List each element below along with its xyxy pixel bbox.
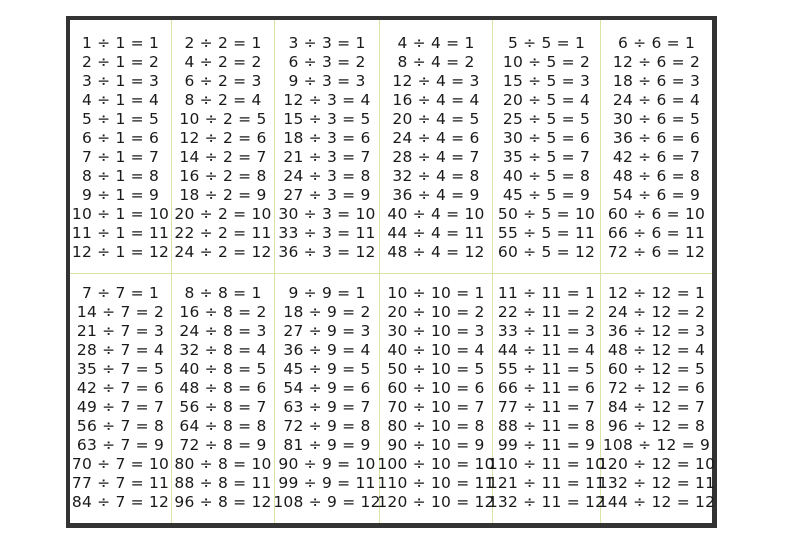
division-fact: 4 ÷ 1 = 4: [81, 91, 160, 109]
division-fact: 99 ÷ 9 = 11: [278, 474, 376, 492]
table-row-bottom: [70, 274, 716, 523]
division-fact: 110 ÷ 10 = 11: [377, 474, 495, 492]
division-fact: 16 ÷ 4 = 4: [392, 91, 480, 109]
division-fact: 5 ÷ 5 = 1: [507, 34, 586, 52]
division-fact: 18 ÷ 2 = 9: [179, 186, 267, 204]
division-fact: 63 ÷ 9 = 7: [283, 398, 371, 416]
division-fact: 12 ÷ 3 = 4: [283, 91, 371, 109]
division-fact: 18 ÷ 9 = 2: [283, 303, 371, 321]
division-fact: 100 ÷ 10 = 10: [377, 455, 495, 473]
division-fact: 25 ÷ 5 = 5: [502, 110, 591, 128]
division-fact: 40 ÷ 5 = 8: [502, 167, 591, 185]
division-fact: 11 ÷ 11 = 1: [497, 284, 596, 302]
division-fact: 77 ÷ 11 = 7: [497, 398, 596, 416]
division-fact: 45 ÷ 9 = 5: [283, 360, 371, 378]
table-row-top: [70, 20, 712, 274]
division-fact: 24 ÷ 3 = 8: [283, 167, 371, 185]
division-fact: 9 ÷ 3 = 3: [288, 72, 366, 90]
division-table-board: [66, 16, 717, 528]
division-table-8: [172, 274, 275, 523]
division-fact: 6 ÷ 1 = 6: [81, 129, 160, 147]
division-fact: 80 ÷ 8 = 10: [174, 455, 272, 473]
division-fact: 32 ÷ 8 = 4: [179, 341, 267, 359]
division-fact: 8 ÷ 4 = 2: [397, 53, 475, 71]
division-fact: 72 ÷ 9 = 8: [283, 417, 371, 435]
division-fact: 121 ÷ 11 = 11: [487, 474, 606, 492]
division-fact: 44 ÷ 11 = 4: [497, 341, 596, 359]
division-fact: 90 ÷ 9 = 10: [278, 455, 376, 473]
division-fact: 56 ÷ 7 = 8: [76, 417, 165, 435]
division-fact: 10 ÷ 10 = 1: [387, 284, 485, 302]
division-fact: 24 ÷ 2 = 12: [174, 243, 272, 261]
division-fact: 96 ÷ 12 = 8: [607, 417, 706, 435]
division-fact: 3 ÷ 3 = 1: [288, 34, 366, 52]
division-fact: 5 ÷ 1 = 5: [81, 110, 160, 128]
division-fact: 10 ÷ 5 = 2: [502, 53, 591, 71]
division-fact: 56 ÷ 8 = 7: [179, 398, 267, 416]
division-fact: 7 ÷ 1 = 7: [81, 148, 160, 166]
division-fact: 48 ÷ 8 = 6: [179, 379, 267, 397]
division-table-7: [70, 274, 172, 523]
division-fact: 50 ÷ 5 = 10: [497, 205, 596, 223]
division-fact: 16 ÷ 2 = 8: [179, 167, 267, 185]
division-fact: 42 ÷ 6 = 7: [612, 148, 701, 166]
division-fact: 36 ÷ 4 = 9: [392, 186, 480, 204]
division-fact: 8 ÷ 8 = 1: [184, 284, 262, 302]
division-fact: 40 ÷ 10 = 4: [387, 341, 485, 359]
division-fact: 30 ÷ 3 = 10: [278, 205, 376, 223]
division-fact: 2 ÷ 1 = 2: [81, 53, 160, 71]
division-fact: 40 ÷ 8 = 5: [179, 360, 267, 378]
division-fact: 27 ÷ 3 = 9: [283, 186, 371, 204]
division-fact: 120 ÷ 12 = 10: [597, 455, 716, 473]
division-fact: 12 ÷ 2 = 6: [179, 129, 267, 147]
division-fact: 84 ÷ 7 = 12: [71, 493, 170, 511]
division-fact: 54 ÷ 9 = 6: [283, 379, 371, 397]
division-fact: 16 ÷ 8 = 2: [179, 303, 267, 321]
division-fact: 7 ÷ 7 = 1: [81, 284, 160, 302]
division-fact: 24 ÷ 8 = 3: [179, 322, 267, 340]
division-fact: 20 ÷ 4 = 5: [392, 110, 480, 128]
division-fact: 12 ÷ 12 = 1: [607, 284, 706, 302]
division-fact: 48 ÷ 12 = 4: [607, 341, 706, 359]
division-fact: 144 ÷ 12 = 12: [597, 493, 716, 511]
division-fact: 132 ÷ 11 = 12: [487, 493, 606, 511]
division-fact: 8 ÷ 2 = 4: [184, 91, 262, 109]
division-fact: 84 ÷ 12 = 7: [607, 398, 706, 416]
division-fact: 30 ÷ 6 = 5: [612, 110, 701, 128]
division-fact: 4 ÷ 2 = 2: [184, 53, 262, 71]
division-fact: 10 ÷ 1 = 10: [71, 205, 170, 223]
division-fact: 12 ÷ 4 = 3: [392, 72, 480, 90]
division-fact: 21 ÷ 3 = 7: [283, 148, 371, 166]
division-fact: 12 ÷ 6 = 2: [612, 53, 701, 71]
division-fact: 70 ÷ 7 = 10: [71, 455, 170, 473]
division-fact: 9 ÷ 1 = 9: [81, 186, 160, 204]
division-fact: 120 ÷ 10 = 12: [377, 493, 495, 511]
division-fact: 72 ÷ 6 = 12: [607, 243, 706, 261]
division-fact: 60 ÷ 10 = 6: [387, 379, 485, 397]
division-fact: 44 ÷ 4 = 11: [387, 224, 485, 242]
division-fact: 4 ÷ 4 = 1: [397, 34, 475, 52]
division-fact: 70 ÷ 10 = 7: [387, 398, 485, 416]
division-fact: 18 ÷ 3 = 6: [283, 129, 371, 147]
division-fact: 35 ÷ 5 = 7: [502, 148, 591, 166]
division-fact: 66 ÷ 6 = 11: [607, 224, 706, 242]
division-table-12: [597, 274, 716, 523]
division-fact: 55 ÷ 11 = 5: [497, 360, 596, 378]
division-fact: 15 ÷ 5 = 3: [502, 72, 591, 90]
division-fact: 20 ÷ 5 = 4: [502, 91, 591, 109]
division-fact: 27 ÷ 9 = 3: [283, 322, 371, 340]
division-table-9: [275, 274, 380, 523]
division-table-3: [275, 20, 380, 273]
division-fact: 6 ÷ 6 = 1: [617, 34, 696, 52]
division-fact: 28 ÷ 7 = 4: [76, 341, 165, 359]
division-fact: 15 ÷ 3 = 5: [283, 110, 371, 128]
division-fact: 12 ÷ 1 = 12: [71, 243, 170, 261]
division-fact: 24 ÷ 6 = 4: [612, 91, 701, 109]
division-fact: 88 ÷ 11 = 8: [497, 417, 596, 435]
division-fact: 11 ÷ 1 = 11: [71, 224, 170, 242]
division-fact: 60 ÷ 6 = 10: [607, 205, 706, 223]
division-fact: 10 ÷ 2 = 5: [179, 110, 267, 128]
division-fact: 48 ÷ 6 = 8: [612, 167, 701, 185]
division-table-10: [377, 274, 495, 523]
division-fact: 6 ÷ 2 = 3: [184, 72, 262, 90]
division-fact: 20 ÷ 2 = 10: [174, 205, 272, 223]
division-fact: 80 ÷ 10 = 8: [387, 417, 485, 435]
division-fact: 33 ÷ 11 = 3: [497, 322, 596, 340]
division-fact: 36 ÷ 12 = 3: [607, 322, 706, 340]
division-fact: 24 ÷ 4 = 6: [392, 129, 480, 147]
division-fact: 110 ÷ 11 = 10: [487, 455, 606, 473]
division-fact: 18 ÷ 6 = 3: [612, 72, 701, 90]
division-fact: 36 ÷ 6 = 6: [612, 129, 701, 147]
division-fact: 72 ÷ 12 = 6: [607, 379, 706, 397]
division-fact: 22 ÷ 11 = 2: [497, 303, 596, 321]
division-fact: 40 ÷ 4 = 10: [387, 205, 485, 223]
division-fact: 33 ÷ 3 = 11: [278, 224, 376, 242]
division-fact: 64 ÷ 8 = 8: [179, 417, 267, 435]
division-fact: 6 ÷ 3 = 2: [288, 53, 366, 71]
division-fact: 108 ÷ 12 = 9: [602, 436, 711, 454]
division-fact: 42 ÷ 7 = 6: [76, 379, 165, 397]
division-table-4: [380, 20, 493, 273]
division-fact: 99 ÷ 11 = 9: [497, 436, 596, 454]
division-fact: 60 ÷ 12 = 5: [607, 360, 706, 378]
division-fact: 28 ÷ 4 = 7: [392, 148, 480, 166]
division-fact: 49 ÷ 7 = 7: [76, 398, 165, 416]
division-fact: 32 ÷ 4 = 8: [392, 167, 480, 185]
division-table-2: [172, 20, 275, 273]
division-fact: 63 ÷ 7 = 9: [76, 436, 165, 454]
division-table-6: [601, 20, 712, 273]
division-fact: 1 ÷ 1 = 1: [81, 34, 160, 52]
division-fact: 81 ÷ 9 = 9: [283, 436, 371, 454]
division-fact: 30 ÷ 5 = 6: [502, 129, 591, 147]
division-fact: 8 ÷ 1 = 8: [81, 167, 160, 185]
division-fact: 96 ÷ 8 = 12: [174, 493, 272, 511]
division-fact: 20 ÷ 10 = 2: [387, 303, 485, 321]
division-fact: 22 ÷ 2 = 11: [174, 224, 272, 242]
division-fact: 54 ÷ 6 = 9: [612, 186, 701, 204]
division-table-11: [487, 274, 606, 523]
division-fact: 48 ÷ 4 = 12: [387, 243, 485, 261]
division-fact: 88 ÷ 8 = 11: [174, 474, 272, 492]
division-fact: 60 ÷ 5 = 12: [497, 243, 596, 261]
division-fact: 50 ÷ 10 = 5: [387, 360, 485, 378]
division-fact: 90 ÷ 10 = 9: [387, 436, 485, 454]
division-fact: 14 ÷ 7 = 2: [76, 303, 165, 321]
division-fact: 45 ÷ 5 = 9: [502, 186, 591, 204]
division-fact: 30 ÷ 10 = 3: [387, 322, 485, 340]
division-fact: 3 ÷ 1 = 3: [81, 72, 160, 90]
division-fact: 72 ÷ 8 = 9: [179, 436, 267, 454]
division-fact: 36 ÷ 3 = 12: [278, 243, 376, 261]
division-fact: 66 ÷ 11 = 6: [497, 379, 596, 397]
division-table-1: [70, 20, 172, 273]
division-table-5: [493, 20, 601, 273]
division-fact: 14 ÷ 2 = 7: [179, 148, 267, 166]
division-fact: 35 ÷ 7 = 5: [76, 360, 165, 378]
division-fact: 108 ÷ 9 = 12: [273, 493, 381, 511]
division-fact: 77 ÷ 7 = 11: [71, 474, 170, 492]
division-fact: 24 ÷ 12 = 2: [607, 303, 706, 321]
division-fact: 21 ÷ 7 = 3: [76, 322, 165, 340]
division-fact: 132 ÷ 12 = 11: [597, 474, 716, 492]
division-fact: 36 ÷ 9 = 4: [283, 341, 371, 359]
division-fact: 55 ÷ 5 = 11: [497, 224, 596, 242]
division-fact: 2 ÷ 2 = 1: [184, 34, 262, 52]
division-fact: 9 ÷ 9 = 1: [288, 284, 366, 302]
